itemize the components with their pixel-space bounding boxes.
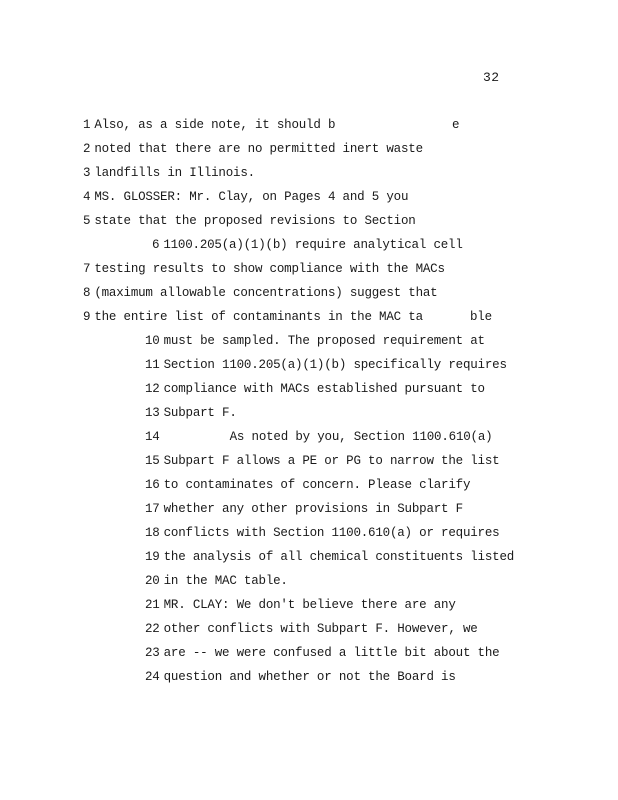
transcript-line: 20 in the MAC table. bbox=[145, 574, 288, 588]
page-number: 32 bbox=[483, 70, 500, 85]
transcript-line: 8 (maximum allowable concentrations) suggest that bbox=[83, 286, 438, 300]
transcript-line: 19 the analysis of all chemical constituents listed bbox=[145, 550, 515, 564]
transcript-line: 24 question and whether or not the Board is bbox=[145, 670, 456, 684]
transcript-line: 4 MS. GLOSSER: Mr. Clay, on Pages 4 and 5 you bbox=[83, 190, 409, 204]
transcript-line-fragment: e bbox=[452, 118, 460, 132]
transcript-line: 17 whether any other provisions in Subpart F bbox=[145, 502, 463, 516]
transcript-line: 7 testing results to show compliance with the MACs bbox=[83, 262, 445, 276]
transcript-line: 10 must be sampled. The proposed requirement at bbox=[145, 334, 485, 348]
transcript-line: 5 state that the proposed revisions to Section bbox=[83, 214, 416, 228]
transcript-line: 23 are -- we were confused a little bit about the bbox=[145, 646, 500, 660]
transcript-line: 21 MR. CLAY: We don't believe there are any bbox=[145, 598, 456, 612]
transcript-line: 15 Subpart F allows a PE or PG to narrow the list bbox=[145, 454, 500, 468]
transcript-line: 16 to contaminates of concern. Please clarify bbox=[145, 478, 471, 492]
transcript-line: 22 other conflicts with Subpart F. However, we bbox=[145, 622, 478, 636]
transcript-line: 13 Subpart F. bbox=[145, 406, 237, 420]
transcript-line: 12 compliance with MACs established pursuant to bbox=[145, 382, 485, 396]
transcript-line: 18 conflicts with Section 1100.610(a) or requires bbox=[145, 526, 500, 540]
transcript-line: 2 noted that there are no permitted inert waste bbox=[83, 142, 423, 156]
transcript-line: 11 Section 1100.205(a)(1)(b) specifically requires bbox=[145, 358, 507, 372]
transcript-line: 14 As noted by you, Section 1100.610(a) bbox=[145, 430, 493, 444]
transcript-line: 3 landfills in Illinois. bbox=[83, 166, 255, 180]
transcript-line: 9 the entire list of contaminants in the MAC ta bbox=[83, 310, 423, 324]
transcript-line: 6 1100.205(a)(1)(b) require analytical cell bbox=[152, 238, 463, 252]
transcript-line-fragment: ble bbox=[470, 310, 492, 324]
transcript-line: 1 Also, as a side note, it should b bbox=[83, 118, 336, 132]
